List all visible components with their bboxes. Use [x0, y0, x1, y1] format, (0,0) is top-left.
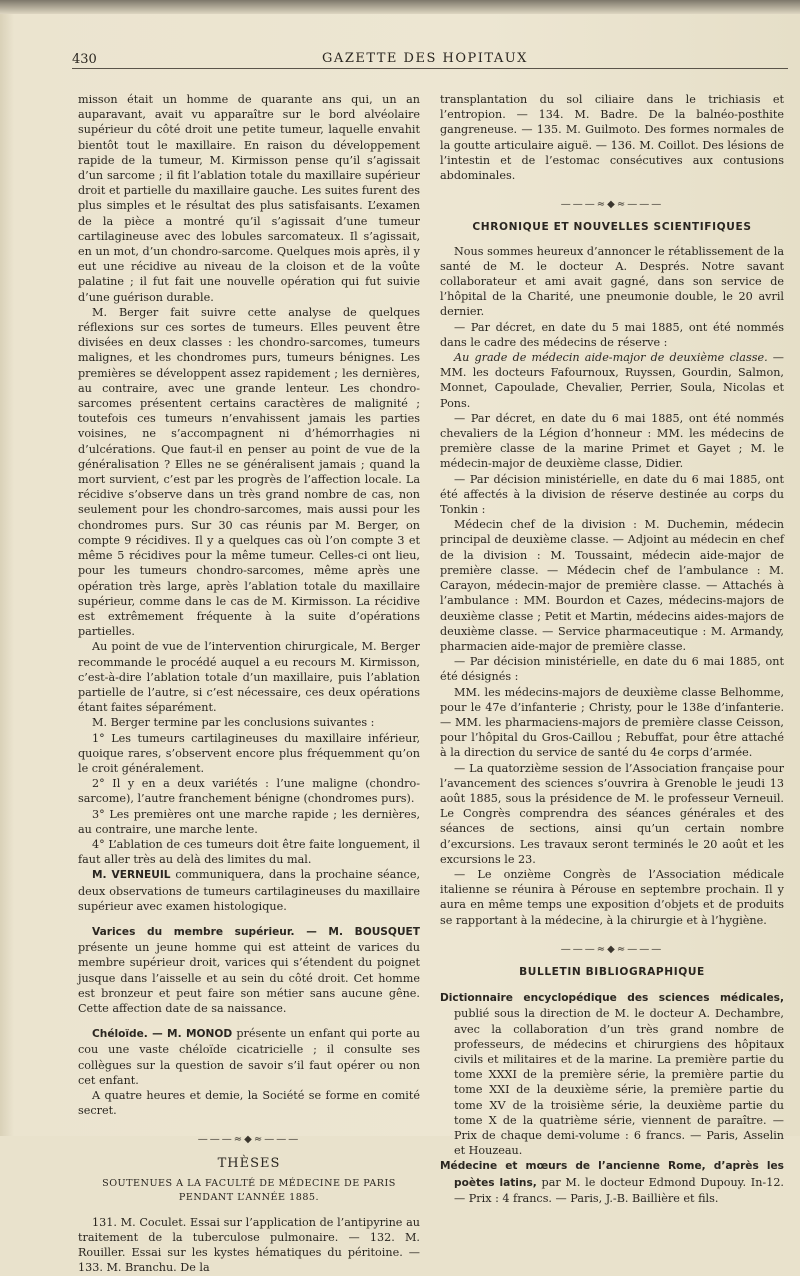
paragraph: transplantation du sol ciliaire dans le trichiasis et l’entropion. — 134. M. Badre. De la balnéo-posthite gangreneuse. — 135. M. Guilmoto. Des formes normales de la goutte articulaire aiguë. — 136. M. Coillot. Des lésions de l’intestin et de l’estomac consécutives aux contusions abdominales.	[440, 93, 784, 183]
paragraph: Au point de vue de l’intervention chirurgicale, M. Berger recommande le procédé auquel a eu recours M. Kirmisson, c’est-à-dire l’ablation totale d’un maxillaire, puis l’ablation partielle de l’autre, si c’est nécessaire, ces deux opérations étant faites séparément.	[78, 640, 420, 715]
paragraph: 131. M. Coculet. Essai sur l’application de l’antipyrine au traitement de la tuberculose pulmonaire. — 132. M. Rouiller. Essai sur les kystes hématiques du péritoine. — 133. M. Branchu. De la	[78, 1215, 420, 1275]
header-rule	[72, 68, 788, 69]
left-column	[78, 92, 420, 1276]
paragraph: — Par décision ministérielle, en date du 6 mai 1885, ont été affectés à la division de réserve destinée au corps du Tonkin :	[440, 472, 784, 517]
paragraph-text: communiquera, dans la prochaine séance, deux observations de tumeurs cartilagineuses du maxillaire supérieur avec examen histologique.	[78, 868, 420, 913]
right-column	[440, 92, 784, 1206]
paragraph: M. Berger termine par les conclusions suivantes :	[92, 716, 375, 730]
ornament-divider: ———≈◆≈———	[197, 1134, 301, 1146]
paragraph: Nous sommes heureux d’annoncer le rétablissement de la santé de M. le docteur A. Després. Notre savant collaborateur et ami avait gagné, dans son service de l’hôpital de la Charité, une pneumonie double, le 20 avril dernier.	[440, 244, 784, 319]
book-title: Médecine et mœurs de l’ancienne Rome, d’après les poètes latins,	[440, 1160, 784, 1189]
paragraph: Médecin chef de la division : M. Duchemin, médecin principal de deuxième classe. — Adjoint au médecin en chef de la division : M. Toussaint, médecin aide-major de première classe. — Médecin chef de l’ambulance : M. Carayon, médecin-major de première classe. — Attachés à l’ambulance : MM. Bourdon et Cazes, médecins-majors de deuxième classe ; Petit et Martin, médecins aides-majors de deuxième classe. — Service pharmaceutique : M. Armandy, pharmacien aide-major de première classe.	[440, 518, 784, 653]
paragraph-text: présente un enfant qui porte au cou une vaste chéloïde cicatricielle ; il consulte ses collègues sur la question de savoir s’il faut opérer ou non cet enfant.	[78, 1027, 420, 1087]
speaker-name: — M. MONOD	[147, 1028, 233, 1041]
running-title: GAZETTE DES HOPITAUX	[322, 51, 528, 66]
bibliography-entry	[440, 1158, 784, 1206]
bibliography-entry	[440, 990, 784, 1158]
paragraph: misson était un homme de quarante ans qui, un an auparavant, avait vu apparaître sur le bord alvéolaire supérieur du côté droit une petite tumeur, laquelle envahit bientôt tout le maxillaire. En raison du développement rapide de la tumeur, M. Kirmisson pense qu’il s’agissait d’un sarcome ; il fit l’ablation totale du maxillaire supérieur droit et partielle du maxillaire gauche. Les suites furent des plus simples et le résultat des plus satisfaisants. L’examen de la pièce a montré qu’il s’agissait d’une tumeur cartilagineuse avec des lobules sarcomateux. Il s’agissait, en un mot, d’un chondro-sarcome. Quelques mois après, il y eut une récidive au niveau de la cloison et de la voûte palatine ; il fut fait une nouvelle opération qui fut suivie d’une guérison durable.	[78, 93, 420, 304]
ornament-divider: ———≈◆≈———	[560, 199, 664, 211]
section-subheading	[78, 1177, 420, 1205]
section-heading: THÈSES	[217, 1155, 281, 1171]
paragraph: — Le onzième Congrès de l’Association médicale italienne se réunira à Pérouse en septembre prochain. Il y aura en même temps une exposition d’objets et de produits se rapportant à la médecine, à la chirurgie et à l’hygiène.	[440, 867, 784, 927]
scan-top-edge	[0, 0, 800, 14]
paragraph: A quatre heures et demie, la Société se forme en comité secret.	[78, 1089, 420, 1118]
section-heading: CHRONIQUE ET NOUVELLES SCIENTIFIQUES	[472, 221, 752, 234]
entry-text: par M. le docteur Edmond Dupouy. In-12. — Prix : 4 francs. — Paris, J.-B. Baillière et fils.	[454, 1175, 784, 1205]
conclusion-item: 1° Les tumeurs cartilagineuses du maxillaire inférieur, quoique rares, s’observent encore plus fréquemment qu’on le croit généralement.	[78, 731, 420, 775]
page-header	[62, 46, 788, 72]
entry-text: publié sous la direction de M. le docteur A. Dechambre, avec la collaboration d’un très grand nombre de professeurs, de médecins et chirurgiens des hôpitaux civils et militaires et de la marine. La première partie du tome XXXI de la première série, la première partie du tome XXI de la deuxième série, la première partie du tome XV de la troisième série, la deuxième partie du tome X de la quatrième série, viennent de paraître. — Prix de chaque demi-volume : 6 francs. — Paris, Asselin et Houzeau.	[454, 1007, 784, 1158]
paragraph: — Par décret, en date du 6 mai 1885, ont été nommés chevaliers de la Légion d’honneur : MM. les médecins de première classe de la marine Primet et Gayet ; M. le médecin-major de deuxième classe, Didier.	[440, 411, 784, 471]
paragraph	[78, 924, 420, 1016]
paragraph	[440, 350, 784, 411]
ornament-divider: ———≈◆≈———	[560, 943, 664, 955]
section-heading: BULLETIN BIBLIOGRAPHIQUE	[519, 965, 705, 978]
paragraph	[78, 867, 420, 914]
paragraph	[78, 1026, 420, 1088]
page-number: 430	[72, 52, 97, 67]
section-title: Chéloïde.	[92, 1028, 148, 1041]
paragraph: MM. les médecins-majors de deuxième classe Belhomme, pour le 47e d’infanterie ; Christy, pour le 138e d’infanterie. — MM. les pharmaciens-majors de première classe Ceisson, pour l’hôpital du Gros-Caillou ; Rebuffat, pour être attaché à la direction du service de santé du 4e corps d’armée.	[440, 685, 784, 760]
conclusion-item: 2° Il y en a deux variétés : l’une maligne (chondro-sarcome), l’autre franchement bénigne (chondromes purs).	[78, 777, 420, 806]
speaker-name: — M. BOUSQUET	[294, 925, 421, 938]
paragraph: — Par décision ministérielle, en date du 6 mai 1885, ont été désignés :	[440, 655, 784, 684]
paragraph-text: présente un jeune homme qui est atteint de varices du membre supérieur droit, varices qui s’étendent du poignet jusque dans l’aisselle et au sein du côté droit. Cet homme est bronzeur et peut faire son métier sans aucune gêne. Cette affection date de sa naissance.	[78, 941, 420, 1015]
book-title: Dictionnaire encyclopédique des sciences médicales,	[440, 992, 784, 1005]
italic-heading: Au grade de médecin aide-major de deuxième classe.	[454, 351, 768, 365]
paragraph: M. Berger fait suivre cette analyse de quelques réflexions sur ces sortes de tumeurs. Elles peuvent être divisées en deux classes : les chondro-sarcomes, tumeurs malignes, et les chondromes purs, tumeurs bénignes. Les premières se développent assez rapidement ; les dernières, au contraire, avec une grande lenteur. Les chondro-sarcomes présentent certains caractères de malignité ; toutefois ces tumeurs n’envahissent jamais les parties voisines, ne s’accompagnent ni d’hémorrhagies ni d’ulcérations. Que faut-il en penser au point de vue de la généralisation ? Elles ne se généralisent jamais ; quand la mort survient, c’est par les progrès de l’affection locale. La récidive s’observe dans un très grand nombre de cas, non seulement pour les chondro-sarcomes, mais aussi pour les chondromes purs. Sur 30 cas réunis par M. Berger, on compte 9 récidives. Il y a quelques cas où l’on compte 3 et même 5 récidives pour la même tumeur. Celles-ci ont lieu, pour les tumeurs chondro-sarcomes, même après une opération très large, après l’ablation totale du maxillaire supérieur, comme dans le cas de M. Kirmisson. La récidive est extrêmement fréquente à la suite d’opérations partielles.	[78, 305, 420, 639]
paragraph: — La quatorzième session de l’Association française pour l’avancement des sciences s’ouvrira à Grenoble le jeudi 13 août 1885, sous la présidence de M. le professeur Verneuil. Le Congrès comprendra des séances générales et des séances de sections, ainsi qu’un certain nombre d’excursions. Les travaux seront terminés le 20 août et les excursions le 23.	[440, 761, 784, 866]
subheading-line: PENDANT L’ANNÉE 1885.	[178, 1191, 320, 1203]
speaker-name: M. VERNEUIL	[92, 869, 171, 882]
paragraph: — Par décret, en date du 5 mai 1885, ont été nommés dans le cadre des médecins de réserve :	[440, 320, 784, 349]
conclusion-item: 3° Les premières ont une marche rapide ; les dernières, au contraire, une marche lente.	[78, 807, 420, 836]
section-title: Varices du membre supérieur.	[92, 925, 295, 938]
conclusion-item: 4° L’ablation de ces tumeurs doit être faite longuement, il faut aller très au delà des limites du mal.	[78, 837, 420, 867]
paragraph-text: — MM. les docteurs Fafournoux, Ruyssen, Gourdin, Salmon, Monnet, Capoulade, Chevalier, Perrier, Soula, Nicolas et Pons.	[440, 351, 784, 410]
subheading-line: SOUTENUES A LA FACULTÉ DE MÉDECINE DE PARIS	[102, 1177, 396, 1189]
